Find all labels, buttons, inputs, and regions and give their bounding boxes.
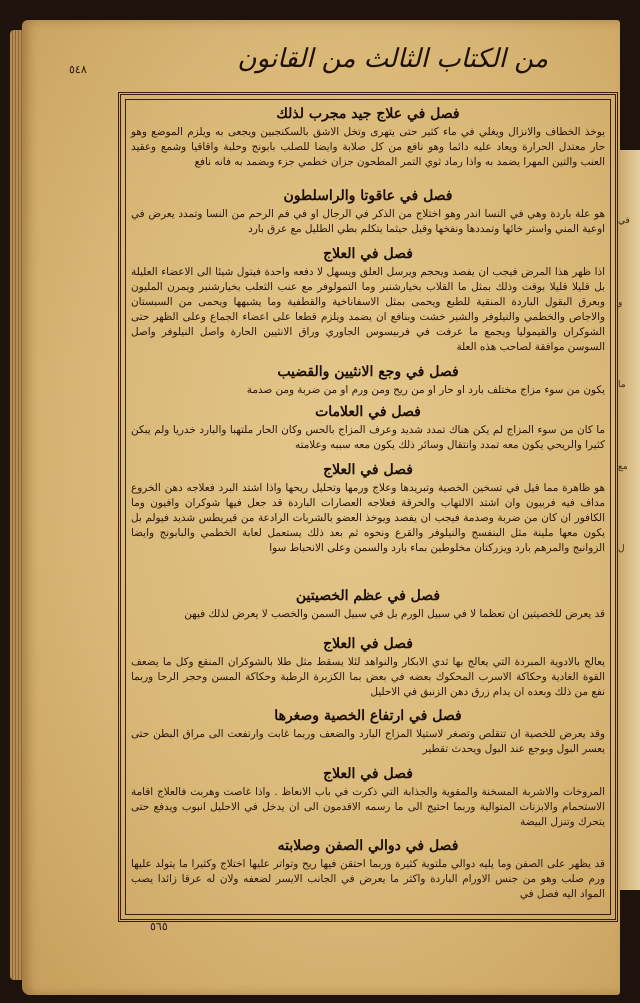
facing-fragment: و — [618, 298, 623, 308]
section-remedy — [131, 105, 605, 170]
section-text: قد يظهر على الصفن وما يليه دوالي ملتوية كثيرة وربما احتقن فيها ريح وتواتر عليها اختلاج وكثيرا ما يتولد عليها ورم صلب وهو من جنس الاورام الباردة واكثر ما يعرض في الجانب الايسر لضعفه ولان له عرقا زائدا يصب المواد اليه فصل في — [131, 858, 605, 900]
section-heading: فصل في العلاج — [323, 462, 413, 478]
section-retraction — [131, 707, 605, 757]
section-text: المروخات والاشربة المسخنة والمقوية والجذابة التي ذكرت في باب الانعاظ . واذا غاصت وهربت فالعلاج اقامة الاستحمام والابزنات المتوالية وربما احتيج الى ما رسمه الاقدمون الى ان يدخل في الاحليل انبوب ويدفع حتى يتحرك وتنزل البيضة — [131, 786, 605, 828]
section-heading: فصل في العلامات — [315, 404, 421, 420]
section-text: يعالج بالادوية المبردة التي يعالج بها ثدي الابكار والنواهد لئلا يسقط مثل طلا بالشوكران المنقع وكل ما يضعف القوة الغادية وحكاكة الاسرب المحكوك بعضه في بعض بما الكزبرة الرطبة وحكاكة المسن وحجر الرحا وربما نفع من ذلك وبعده ان يدام زرق دهن الزنبق في الاحليل — [131, 656, 605, 698]
section-text: قد يعرض للخصيتين ان تعظما لا في سبيل الورم بل في سبيل السمن والخصب لا يعرض لذلك فيهن — [184, 608, 605, 620]
section-heading: فصل في العلاج — [323, 636, 413, 652]
section-heading: فصل في وجع الانثيين والقضيب — [277, 364, 459, 380]
section-text: يوخذ الخطاف والانزال ويغلي في ماء كثير حتى يتهرى وتخل الاشق بالسكنجبين ويجعى به ويلزم الموضع وهو حار معتدل الحرارة ويعاد عليه دائما وهو نافع من كل صلابة وايضا للصلب بابونج وحلبة واقاقيا وشمع وعقيد العنب والتين المهرا يضمد به واذا رماد ثوي التمر المطحون جزان خطمي جزء وبضمد به فانه نافع — [131, 126, 605, 168]
section-heading: فصل في دوالي الصفن وصلابته — [277, 838, 459, 854]
catchword: ٥٦٥ — [150, 920, 168, 933]
text-frame — [118, 92, 618, 922]
facing-fragment: مع — [618, 462, 628, 472]
section-enlargement — [131, 587, 605, 622]
section-text: يكون من سوء مزاج مختلف بارد او حار او من ريح ومن ورم او من ضربة ومن صدمة — [246, 384, 605, 396]
section-treatment — [131, 245, 605, 355]
section-heading: فصل في العلاج — [323, 246, 413, 262]
section-heading: فصل في علاج جيد مجرب لذلك — [276, 106, 460, 122]
page-number: ٥٤٨ — [69, 63, 87, 76]
section-heading: فصل في عظم الخصيتين — [295, 588, 441, 604]
facing-fragment: في — [618, 216, 630, 226]
section-treatment — [131, 461, 605, 556]
running-head-title: من الكتاب الثالث من القانون — [237, 44, 548, 74]
section-treatment — [131, 635, 605, 700]
section-signs — [131, 403, 605, 453]
running-head — [60, 44, 560, 94]
section-heading: فصل في العلاج — [323, 766, 413, 782]
section-text: ما كان من سوء المزاج لم يكن هناك تمدد شديد وعرف المزاج بالحس وكان الحار ملتهبا والبارد خدريا ولم يبكن كثيرا والريحي يكون معه تمدد وانتقال وسائر ذلك يكون معه سببه وعلامته — [131, 424, 605, 451]
section-disease — [131, 187, 605, 237]
section-varicose — [131, 837, 605, 902]
facing-fragment: ما — [618, 380, 626, 390]
section-text: اذا ظهر هذا المرض فيجب ان يفصد ويحجم ويرسل العلق ويسهل لا دفعه واحدة فيتول شيئا الى الاعضاء العليلة بل قليلا قليلا بوقت وذلك بمثل ما القلاب بخيارشنبر وما التمولوفر مع عنب الثعلب بخيارشنبر ويمرن المليون وبعرق البقول الباردة المنقية للطبع ويحمى بمثل الاسفاناخية والقطفية وما يشبهها ويحمى من السبستان والاجاص والخطمي والنيلوفر والشير خشت وبنافع ان يضمد ويلزم قطعا على اعضاء الجماع وعلى الظهر حتى الشوكران والقيموليا ويجمع ما عرفت في فربيسوس الجاوري وراق الانثيين الحارة واصل النيلوفر واصل السوسن موافقة لصاحب هذه العلة — [131, 266, 605, 353]
section-treatment — [131, 765, 605, 830]
section-heading: فصل في عاقوتا والراسلطون — [283, 188, 453, 204]
section-text: وقد يعرض للخصية ان تتقلص وتصغر لاستيلا المزاج البارد والضعف وربما غابت وارتفعت الى مراق البطن حتى يعسر البول وبوجع عند البول ويحدث تقطير — [131, 728, 605, 755]
section-heading: فصل في ارتفاع الخصية وصغرها — [274, 708, 462, 724]
section-text: هو ظاهرة مما قيل في تسخين الخصية وتبريدها وعلاج ورمها وتحليل ريحها واذا اشتد البرد فعلاجه دهن الخروع مداف فيه فربيون وان اشتد الالتهاب والحرقة فعلاجه العصارات الباردة قد جعل فيها شوكران وافيون وما الكافور ان كان من ضربة وصدمة فيجب ان يفصد ويوخذ العضو بالشربات الرادعة من قيريطس شديد فيولم بل يكون معها ملينة مثل البنفسج والنيلوفر والقرع ونحوه ثم بعد ذلك يستعمل لعابة الخطمي والبابونج وايضا الزوانبج والمرهم بارد ويزركتان مخلوطين بماء بارد والسمن وعلى الانحباط سوا — [131, 482, 605, 554]
facing-page-fragment — [616, 150, 640, 890]
facing-fragment: ل — [618, 544, 625, 554]
section-text: هو علة باردة وهي في النسا اندر وهو اختلاج من الذكر في الرجال او في فم الرحم من النسا وتمدد يعرض في اوعية المني واستر خائها وتمددها ونفخها وقيل حيثما يتكلم بطي الطليل مع عرق بارد — [131, 208, 605, 235]
section-pain — [131, 363, 605, 398]
